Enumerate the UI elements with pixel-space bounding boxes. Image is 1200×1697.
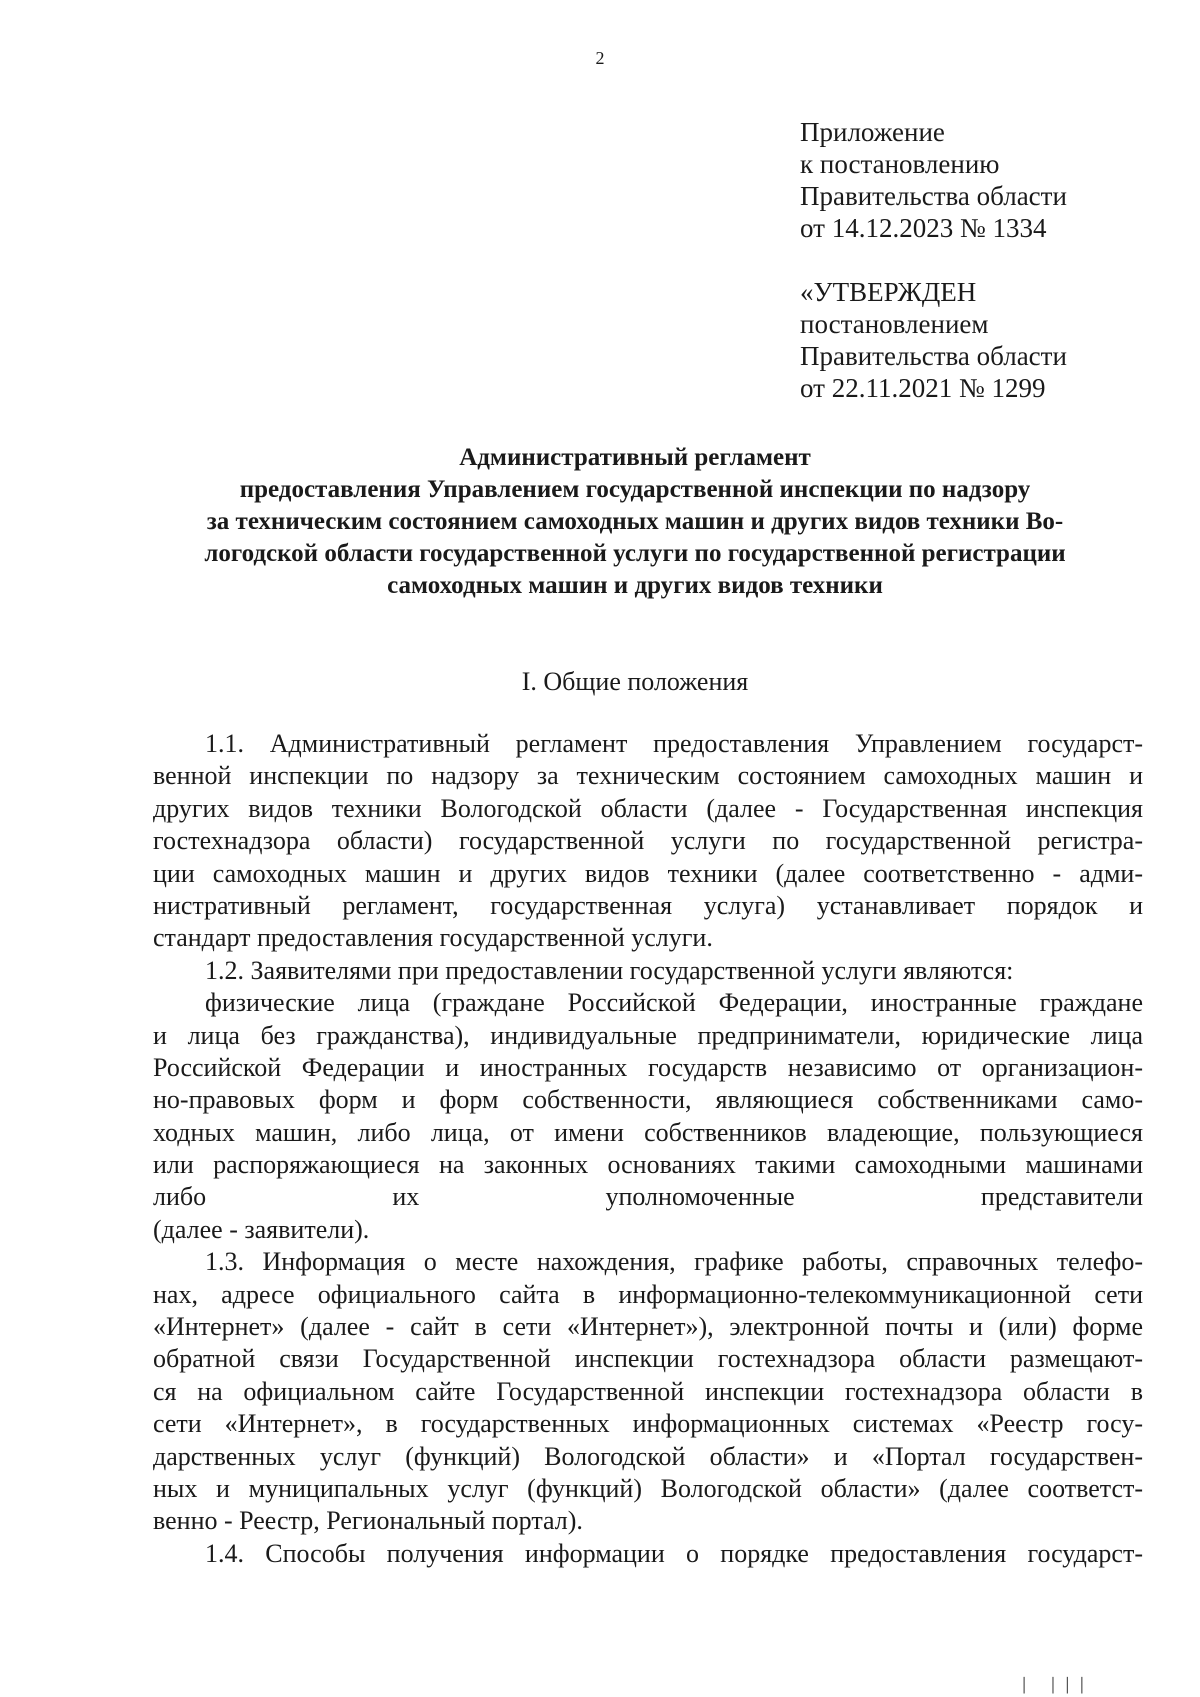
paragraph-1-1-line: гостехнадзора области) государственной услуги по государственной регистра- [153,826,1143,856]
approved-stamp-line: постановлением [800,309,989,339]
paragraph-1-4-line: 1.4. Способы получения информации о порядке предоставления государст- [205,1538,1143,1568]
paragraph-1-3-line: 1.3. Информация о месте нахождения, графике работы, справочных телефо- [205,1247,1143,1277]
paragraph-1-3-line: нах, адресе официального сайта в информационно-телекоммуникационной сети [153,1279,1143,1309]
section-heading: I. Общие положения [521,667,749,696]
paragraph-1-1-line: венной инспекции по надзору за техническим состоянием самоходных машин и [153,761,1143,791]
spread-word: либо [153,1182,207,1212]
paragraph-1-2-end: (далее - заявители). [153,1214,370,1244]
approval-stamp-line: от 14.12.2023 № 1334 [800,213,1047,243]
paragraph-1-2-intro: 1.2. Заявителями при предоставлении государственной услуги являются: [205,955,1014,985]
approval-stamp-line: к постановлению [800,149,1000,179]
approved-stamp-line: «УТВЕРЖДЕН [800,277,977,307]
paragraph-1-2-line: ходных машин, либо лица, от имени собственников владеющие, пользующиеся [153,1117,1143,1147]
approval-stamp-line: Правительства области [800,181,1067,211]
page-number: 2 [595,48,605,68]
paragraph-1-1-line: ции самоходных машин и других видов техники (далее соответственно - адми- [153,858,1143,888]
paragraph-1-1-line: стандарт предоставления государственной услуги. [153,923,713,953]
paragraph-1-2-line: физические лица (граждане Российской Федерации, иностранные граждане [205,988,1143,1018]
paragraph-1-2-line: но-правовых форм и форм собственности, являющиеся собственниками само- [153,1085,1143,1115]
paragraph-1-3-line: сети «Интернет», в государственных информационных системах «Реестр госу- [153,1409,1143,1439]
paragraph-1-2-line: и лица без гражданства), индивидуальные предприниматели, юридические лица [153,1020,1143,1050]
approved-stamp [800,276,1067,404]
paragraph-1-3-line: венно - Реестр, Региональный портал). [153,1506,583,1536]
approval-stamp [800,116,1067,244]
paragraph-1-2-spread-line [153,1181,1143,1213]
approved-stamp-line: Правительства области [800,341,1067,371]
document-title-line: предоставления Управлением государственной инспекции по надзору [239,476,1031,503]
document-title [140,442,1130,602]
paragraph-1-3-line: обратной связи Государственной инспекции гостехнадзора области размещают- [153,1344,1143,1374]
paragraph-1-3-line: «Интернет» (далее - сайт в сети «Интернет»), электронной почты и (или) форме [153,1312,1143,1342]
paragraph-1-1-line: нистративный регламент, государственная услуга) устанавливает порядок и [153,890,1143,920]
scan-edge-marks: │ │││ [1020,1678,1093,1694]
document-title-line: самоходных машин и других видов техники [387,572,883,599]
document-title-line: за техническим состоянием самоходных машин и других видов техники Во- [206,508,1064,535]
approved-stamp-line: от 22.11.2021 № 1299 [800,373,1046,403]
paragraph-1-3-line: ся на официальном сайте Государственной инспекции гостехнадзора области в [153,1376,1143,1406]
spread-word: уполномоченные [605,1182,795,1212]
paragraph-1-3-line: ных и муниципальных услуг (функций) Вологодской области» (далее соответст- [153,1473,1143,1503]
paragraph-1-1-line: других видов техники Вологодской области (далее - Государственная инспекция [153,793,1143,823]
document-title-line: логодской области государственной услуги по государственной регистрации [204,540,1066,567]
paragraph-1-2-line: Российской Федерации и иностранных государств независимо от организацион- [153,1052,1143,1082]
spread-word: представители [980,1182,1143,1212]
paragraph-1-2-line: или распоряжающиеся на законных основаниях такими самоходными машинами [153,1150,1143,1180]
document-body [153,728,1143,1570]
document-title-line: Административный регламент [459,444,811,471]
paragraph-1-3-line: дарственных услуг (функций) Вологодской области» и «Портал государствен- [153,1441,1143,1471]
paragraph-1-1-line: 1.1. Административный регламент предоставления Управлением государст- [205,729,1143,758]
spread-word: их [392,1182,420,1212]
approval-stamp-line: Приложение [800,117,945,147]
